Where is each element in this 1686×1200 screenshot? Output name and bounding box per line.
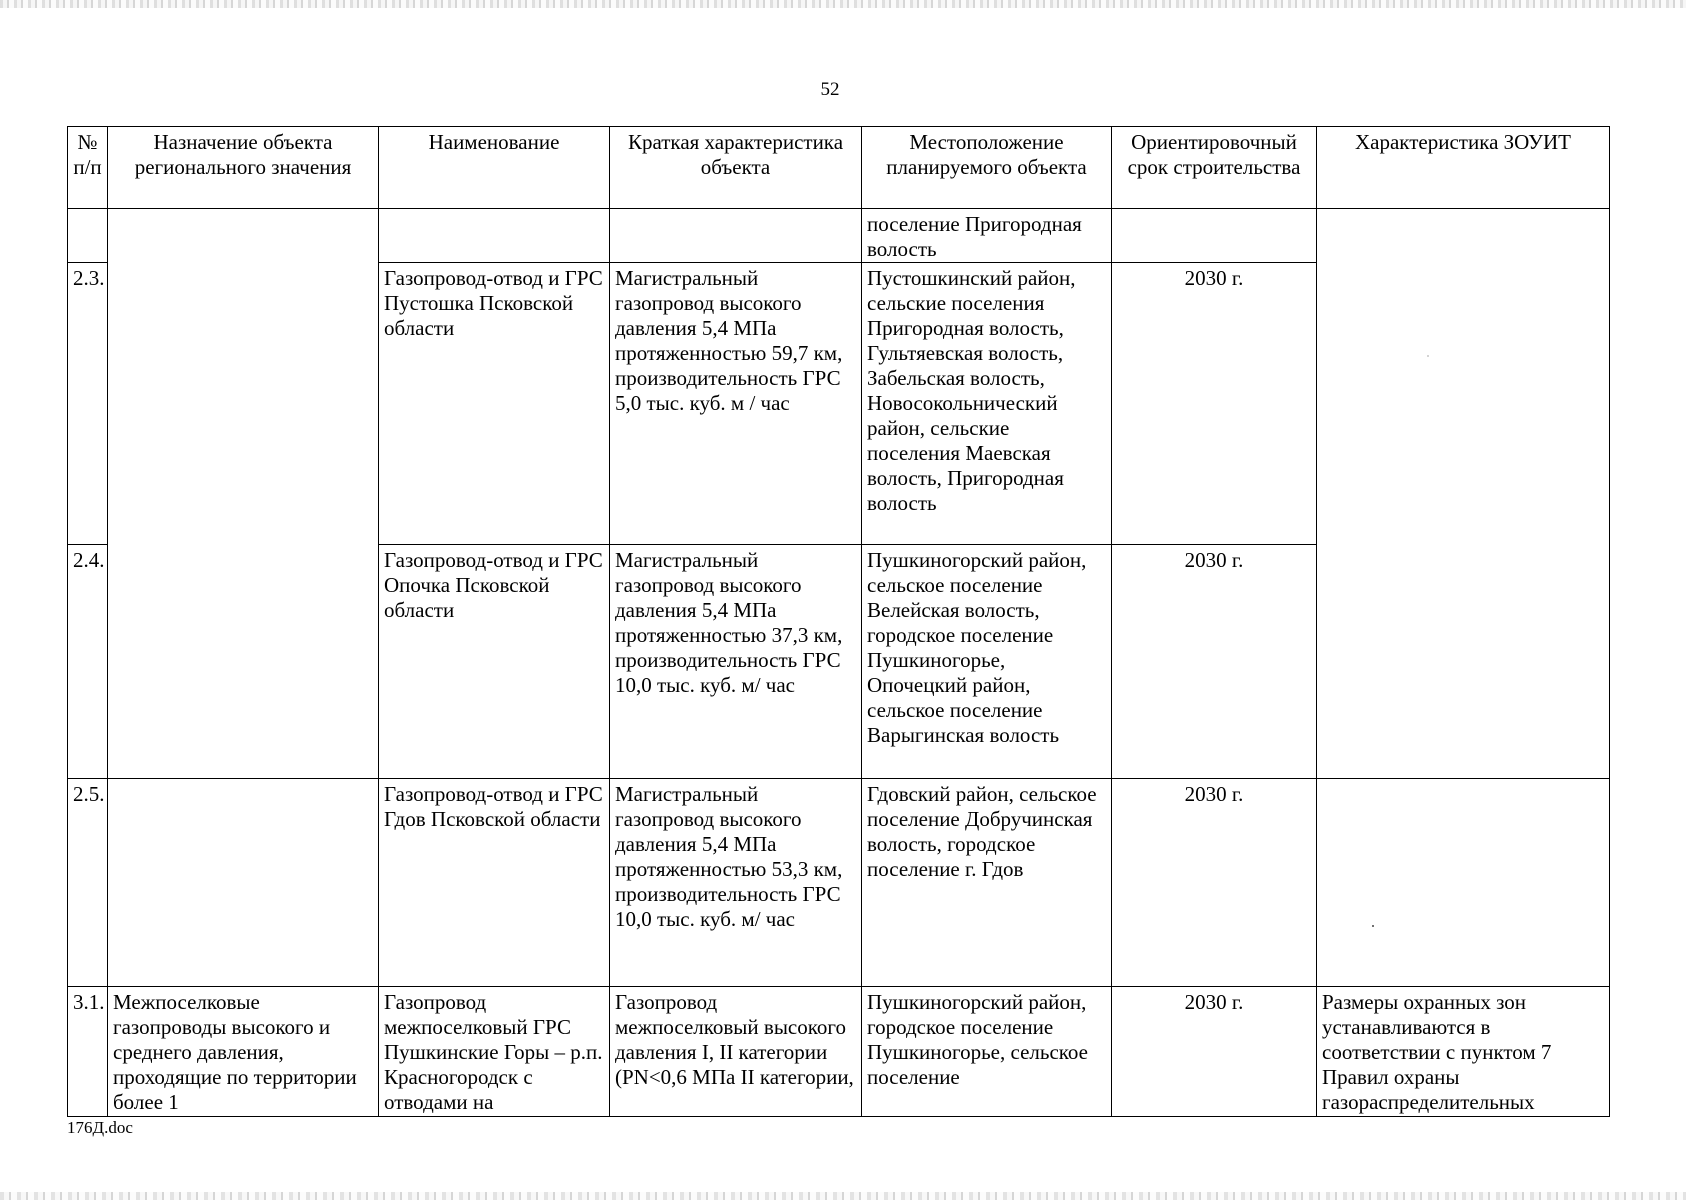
row-zouit-merged [1317,209,1610,779]
planned-objects-table [67,126,1610,1117]
row-zouit: Размеры охранных зон устанавливаются в соответствии с пунктом 7 Правил охраны газораспределительных [1317,987,1610,1117]
page-number: 52 [820,79,840,100]
table-row [68,209,1610,263]
table-header-row [68,127,1610,209]
row-term: 2030 г. [1112,779,1317,987]
row-purpose-merged [108,209,379,779]
header-purpose: Назначение объекта регионального значения [108,127,379,209]
row-zouit [1317,779,1610,987]
scan-speck [1372,925,1374,927]
header-location: Местоположение планируемого объекта [862,127,1112,209]
row-brief [610,209,862,263]
row-term: 2030 г. [1112,263,1317,545]
row-brief: Магистральный газопровод высокого давления 5,4 МПа протяженностью 37,3 км, производительность ГРС 10,0 тыс. куб. м/ час [610,545,862,779]
header-term: Ориентировочный срок строительства [1112,127,1317,209]
row-num: 2.3. [68,263,108,545]
row-location: Пустошкинский район, сельские поселения Пригородная волость, Гультяевская волость, Забельская волость, Новосокольнический район, сельские поселения Маевская волость, Пригородная волость [862,263,1112,545]
row-brief: Магистральный газопровод высокого давления 5,4 МПа протяженностью 53,3 км, производительность ГРС 10,0 тыс. куб. м/ час [610,779,862,987]
row-term: 2030 г. [1112,987,1317,1117]
row-term: 2030 г. [1112,545,1317,779]
scan-edge-top [0,0,1686,8]
row-name: Газопровод-отвод и ГРС Гдов Псковской области [379,779,610,987]
row-brief: Газопровод межпоселковый высокого давления I, II категории (PN<0,6 МПа II категории, [610,987,862,1117]
row-location: Пушкиногорский район, сельское поселение Велейская волость, городское поселение Пушкиногорье, Опочецкий район, сельское поселение Варыгинская волость [862,545,1112,779]
document-filename: 176Д.doc [67,1118,133,1137]
row-num [68,209,108,263]
scan-edge-bottom [0,1192,1686,1200]
table-row [68,779,1610,987]
row-location: Гдовский район, сельское поселение Добручинская волость, городское поселение г. Гдов [862,779,1112,987]
table-row [68,987,1610,1117]
header-num: № п/п [68,127,108,209]
row-purpose: Межпоселковые газопроводы высокого и среднего давления, проходящие по территории более 1 [108,987,379,1117]
row-name [379,209,610,263]
header-name: Наименование [379,127,610,209]
row-num: 2.4. [68,545,108,779]
row-name: Газопровод-отвод и ГРС Пустошка Псковской области [379,263,610,545]
row-num: 3.1. [68,987,108,1117]
row-name: Газопровод межпоселковый ГРС Пушкинские Горы – р.п. Красногородск с отводами на [379,987,610,1117]
row-location: поселение Пригородная волость [862,209,1112,263]
row-brief: Магистральный газопровод высокого давления 5,4 МПа протяженностью 59,7 км, производительность ГРС 5,0 тыс. куб. м / час [610,263,862,545]
header-brief: Краткая характеристика объекта [610,127,862,209]
scan-speck [1427,355,1429,357]
row-location: Пушкиногорский район, городское поселение Пушкиногорье, сельское поселение [862,987,1112,1117]
row-name: Газопровод-отвод и ГРС Опочка Псковской области [379,545,610,779]
row-term [1112,209,1317,263]
row-num: 2.5. [68,779,108,987]
header-zouit: Характеристика ЗОУИТ [1317,127,1610,209]
row-purpose [108,779,379,987]
